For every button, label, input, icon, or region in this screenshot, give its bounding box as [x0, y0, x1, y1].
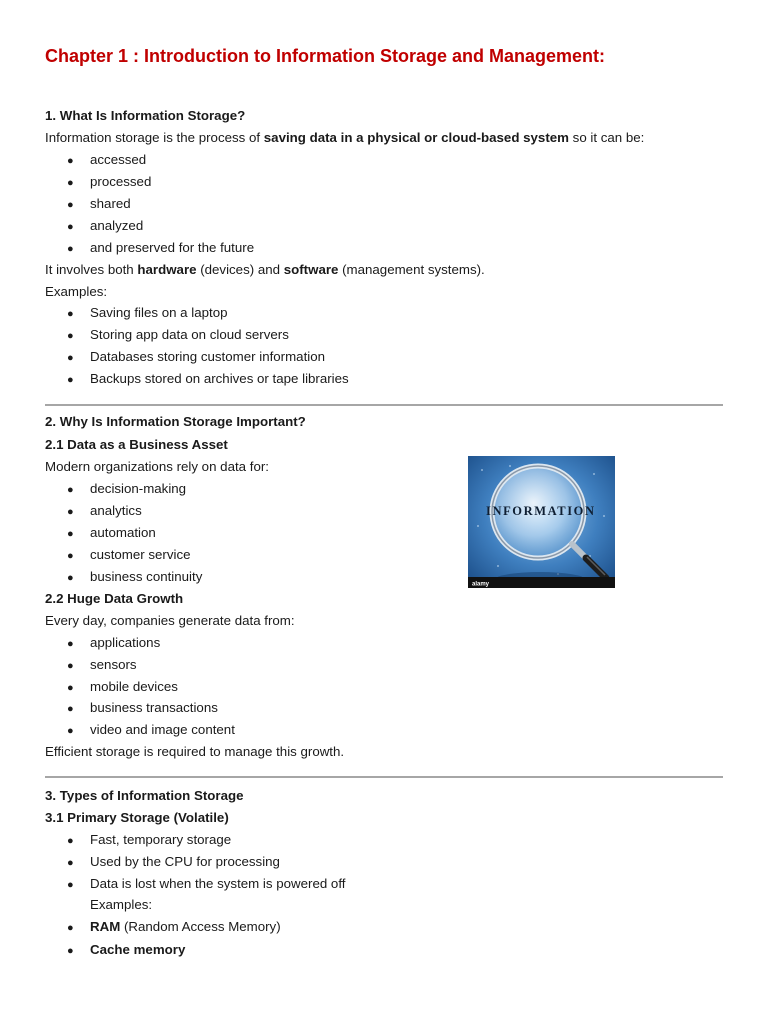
magnifier-illustration: [468, 456, 615, 588]
section-1-heading: 1. What Is Information Storage?: [45, 108, 246, 123]
examples-label: Examples:: [45, 284, 108, 299]
involves-bold-software: software: [283, 262, 339, 277]
section-1-intro: [45, 129, 644, 147]
list-item: [67, 502, 142, 521]
bullet-icon: ●: [67, 550, 74, 562]
intro-text: Information storage is the process of: [45, 130, 264, 145]
bullet-icon: ●: [67, 660, 74, 672]
watermark-logo: alamy: [472, 581, 490, 588]
bullet-icon: ●: [67, 572, 74, 584]
bullet-icon: ●: [67, 155, 74, 167]
section-2-2-heading: 2.2 Huge Data Growth: [45, 591, 184, 606]
bullet-icon: ●: [67, 374, 74, 386]
list-item: [67, 370, 349, 389]
bullet-icon: ●: [67, 484, 74, 496]
list-item-text: accessed: [90, 152, 147, 167]
list-item-text: processed: [90, 174, 152, 189]
bullet-icon: ●: [67, 177, 74, 189]
figure-word: INFORMATION: [486, 504, 594, 518]
section-3-examples-label: Examples:: [90, 897, 153, 912]
bullet-icon: ●: [67, 221, 74, 233]
information-image: [468, 456, 615, 588]
list-item: [67, 546, 191, 565]
section-2-1-heading: 2.1 Data as a Business Asset: [45, 437, 228, 452]
list-item-text: analyzed: [90, 218, 144, 233]
list-item: [67, 239, 254, 258]
bullet-icon: ●: [67, 682, 74, 694]
list-item: [67, 195, 131, 214]
list-item-text: Fast, temporary storage: [90, 832, 232, 847]
intro-text-end: so it can be:: [568, 130, 645, 145]
list-item-text: Databases storing customer information: [90, 349, 326, 364]
list-item: [67, 217, 143, 236]
section-2-1-intro: Modern organizations rely on data for:: [45, 459, 269, 474]
list-item-text: automation: [90, 525, 156, 540]
bullet-icon: ●: [67, 199, 74, 211]
bullet-icon: ●: [67, 243, 74, 255]
intro-bold-text: saving data in a physical or cloud-based system: [263, 130, 569, 145]
list-item-text: customer service: [90, 547, 191, 562]
list-item: [67, 941, 185, 960]
list-item-text: Saving files on a laptop: [90, 305, 228, 320]
list-item-text: video and image content: [90, 722, 235, 737]
bullet-icon: ●: [67, 308, 74, 320]
section-divider: [45, 404, 723, 406]
list-item-text: Storing app data on cloud servers: [90, 327, 289, 342]
bullet-icon: ●: [67, 352, 74, 364]
list-item: [67, 918, 281, 937]
list-item-text: shared: [90, 196, 131, 211]
section-3-1-heading: 3.1 Primary Storage (Volatile): [45, 810, 229, 825]
section-2-2-intro: Every day, companies generate data from:: [45, 613, 295, 628]
list-item: [67, 326, 289, 345]
list-item: [67, 304, 228, 323]
bullet-icon: ●: [67, 703, 74, 715]
section-2-2-outro: Efficient storage is required to manage this growth.: [45, 744, 345, 759]
bullet-icon: ●: [67, 922, 74, 934]
list-item-text: (Random Access Memory): [120, 919, 281, 934]
list-item-text: and preserved for the future: [90, 240, 255, 255]
list-item-text: Used by the CPU for processing: [90, 854, 280, 869]
involves-text: It involves both: [45, 262, 138, 277]
list-item: [67, 699, 218, 718]
list-item: [67, 348, 325, 367]
bullet-icon: ●: [67, 835, 74, 847]
list-item-text: sensors: [90, 657, 137, 672]
section-1-involves: [45, 261, 485, 279]
bullet-icon: ●: [67, 528, 74, 540]
list-item: [67, 656, 137, 675]
involves-text-end: (management systems).: [338, 262, 485, 277]
bullet-icon: ●: [67, 945, 74, 957]
list-item-text: Backups stored on archives or tape libraries: [90, 371, 349, 386]
section-divider: [45, 776, 723, 778]
list-item: [67, 173, 151, 192]
list-item: [67, 853, 280, 872]
bullet-icon: ●: [67, 725, 74, 737]
list-item: [67, 568, 202, 587]
bullet-icon: ●: [67, 330, 74, 342]
list-item: [67, 480, 186, 499]
list-item-text: applications: [90, 635, 161, 650]
bullet-icon: ●: [67, 638, 74, 650]
list-item-bold-text: Cache memory: [90, 942, 186, 957]
section-2-heading: 2. Why Is Information Storage Important?: [45, 414, 306, 429]
section-3-heading: 3. Types of Information Storage: [45, 788, 244, 803]
list-item-text: business continuity: [90, 569, 203, 584]
list-item: [67, 875, 345, 894]
list-item: [67, 678, 178, 697]
bullet-icon: ●: [67, 857, 74, 869]
list-item-bold-text: RAM: [90, 919, 121, 934]
chapter-title: Chapter 1 : Introduction to Information Storage and Management:: [45, 46, 606, 66]
list-item-text: mobile devices: [90, 679, 178, 694]
list-item: [67, 634, 160, 653]
involves-bold-hardware: hardware: [137, 262, 197, 277]
list-item: [67, 831, 231, 850]
list-item-text: decision-making: [90, 481, 187, 496]
bullet-icon: ●: [67, 879, 74, 891]
list-item: [67, 524, 156, 543]
involves-text-mid: (devices) and: [196, 262, 284, 277]
list-item-text: analytics: [90, 503, 142, 518]
bullet-icon: ●: [67, 506, 74, 518]
list-item: [67, 721, 235, 740]
list-item: [67, 151, 146, 170]
list-item-text: business transactions: [90, 700, 218, 715]
list-item-text: Data is lost when the system is powered off: [90, 876, 346, 891]
